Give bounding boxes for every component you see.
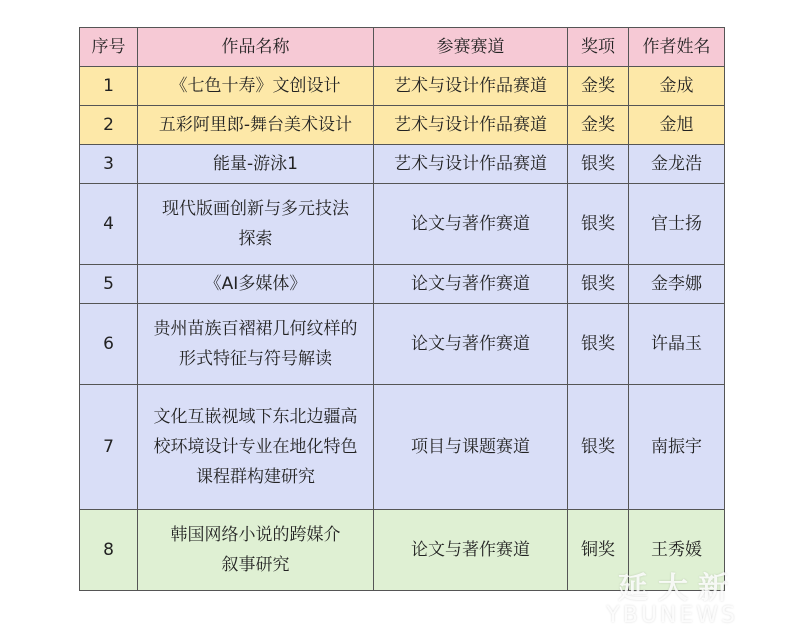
header-track: 参赛赛道 — [374, 28, 568, 67]
header-row — [80, 28, 725, 67]
cell-track: 论文与著作赛道 — [374, 184, 568, 265]
table-row — [80, 510, 725, 591]
cell-track: 项目与课题赛道 — [374, 385, 568, 510]
header-author: 作者姓名 — [629, 28, 725, 67]
cell-track: 艺术与设计作品赛道 — [374, 67, 568, 106]
cell-no: 5 — [80, 265, 138, 304]
table-row — [80, 67, 725, 106]
cell-title: 五彩阿里郎-舞台美术设计 — [138, 106, 374, 145]
cell-no: 3 — [80, 145, 138, 184]
header-no: 序号 — [80, 28, 138, 67]
header-title: 作品名称 — [138, 28, 374, 67]
cell-track: 论文与著作赛道 — [374, 510, 568, 591]
cell-author: 金龙浩 — [629, 145, 725, 184]
cell-no: 7 — [80, 385, 138, 510]
cell-title: 贵州苗族百褶裙几何纹样的形式特征与符号解读 — [138, 304, 374, 385]
cell-award: 银奖 — [568, 184, 629, 265]
table-row — [80, 385, 725, 510]
cell-title: 能量-游泳1 — [138, 145, 374, 184]
cell-award: 金奖 — [568, 106, 629, 145]
cell-no: 6 — [80, 304, 138, 385]
cell-author: 官士扬 — [629, 184, 725, 265]
cell-track: 艺术与设计作品赛道 — [374, 145, 568, 184]
header-award: 奖项 — [568, 28, 629, 67]
cell-no: 1 — [80, 67, 138, 106]
cell-title: 韩国网络小说的跨媒介叙事研究 — [138, 510, 374, 591]
cell-track: 论文与著作赛道 — [374, 265, 568, 304]
cell-title: 文化互嵌视域下东北边疆高校环境设计专业在地化特色课程群构建研究 — [138, 385, 374, 510]
cell-title: 《七色十寿》文创设计 — [138, 67, 374, 106]
cell-award: 银奖 — [568, 265, 629, 304]
cell-award: 铜奖 — [568, 510, 629, 591]
cell-author: 金成 — [629, 67, 725, 106]
cell-award: 金奖 — [568, 67, 629, 106]
cell-title: 《AI多媒体》 — [138, 265, 374, 304]
cell-award: 银奖 — [568, 145, 629, 184]
cell-author: 许晶玉 — [629, 304, 725, 385]
cell-no: 2 — [80, 106, 138, 145]
table-row — [80, 304, 725, 385]
cell-author: 金旭 — [629, 106, 725, 145]
cell-author: 南振宇 — [629, 385, 725, 510]
table-row — [80, 184, 725, 265]
table-row — [80, 265, 725, 304]
cell-no: 8 — [80, 510, 138, 591]
watermark-line2: YBUNEWS — [606, 603, 738, 628]
cell-track: 论文与著作赛道 — [374, 304, 568, 385]
cell-author: 王秀媛 — [629, 510, 725, 591]
cell-author: 金李娜 — [629, 265, 725, 304]
cell-award: 银奖 — [568, 385, 629, 510]
cell-no: 4 — [80, 184, 138, 265]
awards-table — [79, 27, 725, 591]
table-row — [80, 106, 725, 145]
cell-award: 银奖 — [568, 304, 629, 385]
cell-title: 现代版画创新与多元技法探索 — [138, 184, 374, 265]
watermark-line1: 延大新 — [618, 571, 738, 606]
cell-track: 艺术与设计作品赛道 — [374, 106, 568, 145]
table-row — [80, 145, 725, 184]
